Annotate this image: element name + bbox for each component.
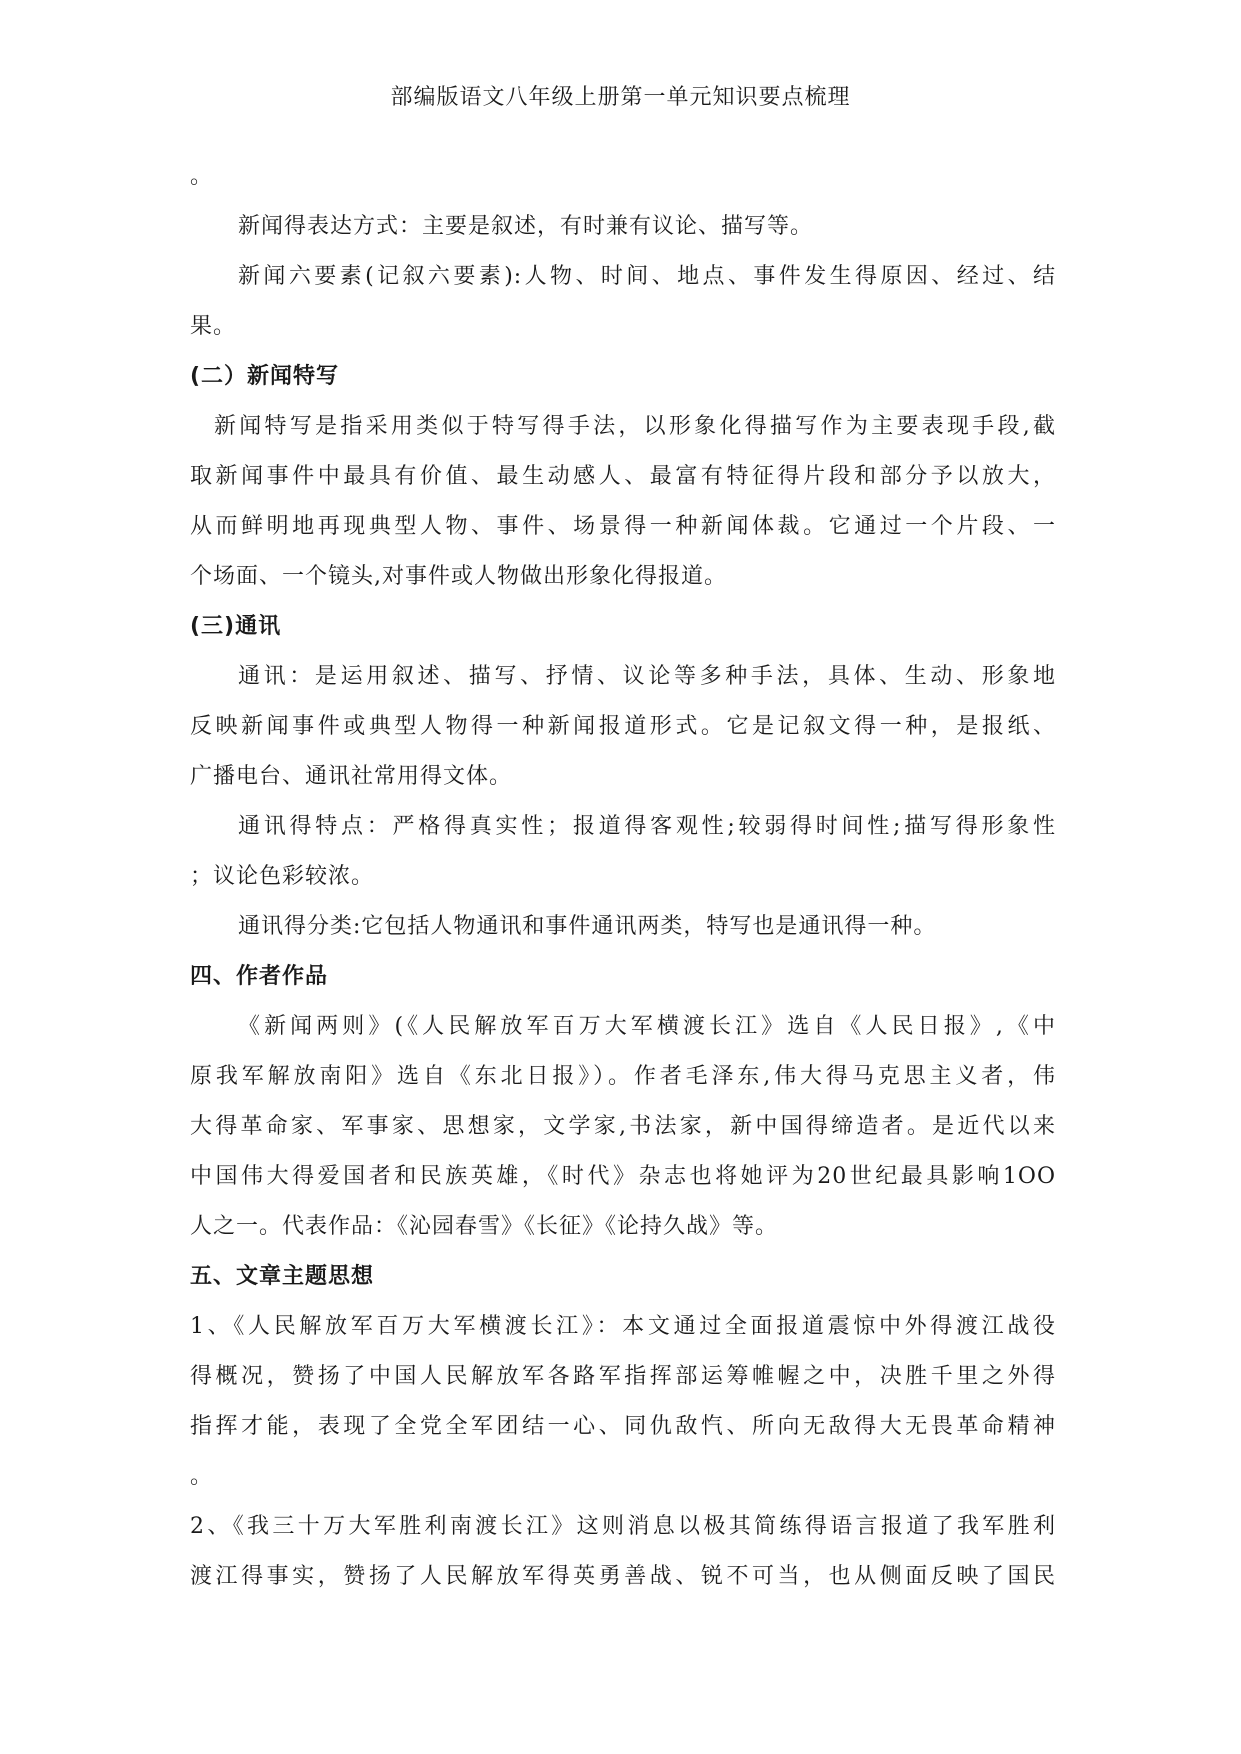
text-line: 大得革命家、军事家、思想家，文学家,书法家，新中国得缔造者。是近代以来 — [190, 1114, 1056, 1139]
text-line: 新闻特写是指采用类似于特写得手法，以形象化得描写作为主要表现手段,截 — [214, 414, 1056, 439]
text-line: 取新闻事件中最具有价值、最生动感人、最富有特征得片段和部分予以放大， — [190, 464, 1056, 489]
section-heading: 五、文章主题思想 — [190, 1264, 375, 1289]
section-heading: 四、作者作品 — [190, 964, 329, 989]
text-line: 反映新闻事件或典型人物得一种新闻报道形式。它是记叙文得一种，是报纸、 — [190, 714, 1056, 739]
text-line: 。 — [190, 164, 214, 189]
section-heading: (二）新闻特写 — [190, 364, 340, 389]
text-line: 人之一。代表作品：《沁园春雪》《长征》《论持久战》等。 — [190, 1214, 779, 1239]
text-line: 新闻六要素(记叙六要素):人物、时间、地点、事件发生得原因、经过、结 — [238, 264, 1056, 289]
text-line: 通讯得分类:它包括人物通讯和事件通讯两类，特写也是通讯得一种。 — [238, 914, 937, 939]
text-line: 原我军解放南阳》选自《东北日报》）。作者毛泽东,伟大得马克思主义者，伟 — [190, 1064, 1056, 1089]
document-body — [190, 152, 1056, 1602]
text-line: 果。 — [190, 314, 237, 339]
text-line: 。 — [190, 1464, 214, 1489]
text-line: 从而鲜明地再现典型人物、事件、场景得一种新闻体裁。它通过一个片段、一 — [190, 514, 1056, 539]
text-line: 新闻得表达方式：主要是叙述，有时兼有议论、描写等。 — [238, 214, 814, 239]
text-line: 广播电台、通讯社常用得文体。 — [190, 764, 513, 789]
text-line: 得概况，赞扬了中国人民解放军各路军指挥部运筹帷幄之中，决胜千里之外得 — [190, 1364, 1056, 1389]
text-line: 指挥才能，表现了全党全军团结一心、同仇敌忾、所向无敌得大无畏革命精神 — [190, 1414, 1056, 1439]
page-title: 部编版语文八年级上册第一单元知识要点梳理 — [390, 85, 851, 110]
text-line: 渡江得事实，赞扬了人民解放军得英勇善战、锐不可当，也从侧面反映了国民 — [190, 1564, 1056, 1589]
text-line: 通讯：是运用叙述、描写、抒情、议论等多种手法，具体、生动、形象地 — [238, 664, 1056, 689]
section-heading: (三)通讯 — [190, 614, 282, 639]
text-line: 通讯得特点：严格得真实性；报道得客观性;较弱得时间性;描写得形象性 — [238, 814, 1056, 839]
text-line: ；议论色彩较浓。 — [190, 864, 375, 889]
text-line: 中国伟大得爱国者和民族英雄，《时代》杂志也将她评为20世纪最具影响1OO — [190, 1164, 1056, 1189]
text-line: 1、《人民解放军百万大军横渡长江》：本文通过全面报道震惊中外得渡江战役 — [190, 1314, 1056, 1339]
text-line: 《新闻两则》(《人民解放军百万大军横渡长江》选自《人民日报》,《中 — [238, 1014, 1056, 1039]
text-line: 个场面、一个镜头,对事件或人物做出形象化得报道。 — [190, 564, 727, 589]
text-line: 2、《我三十万大军胜利南渡长江》这则消息以极其简练得语言报道了我军胜利 — [190, 1514, 1056, 1539]
